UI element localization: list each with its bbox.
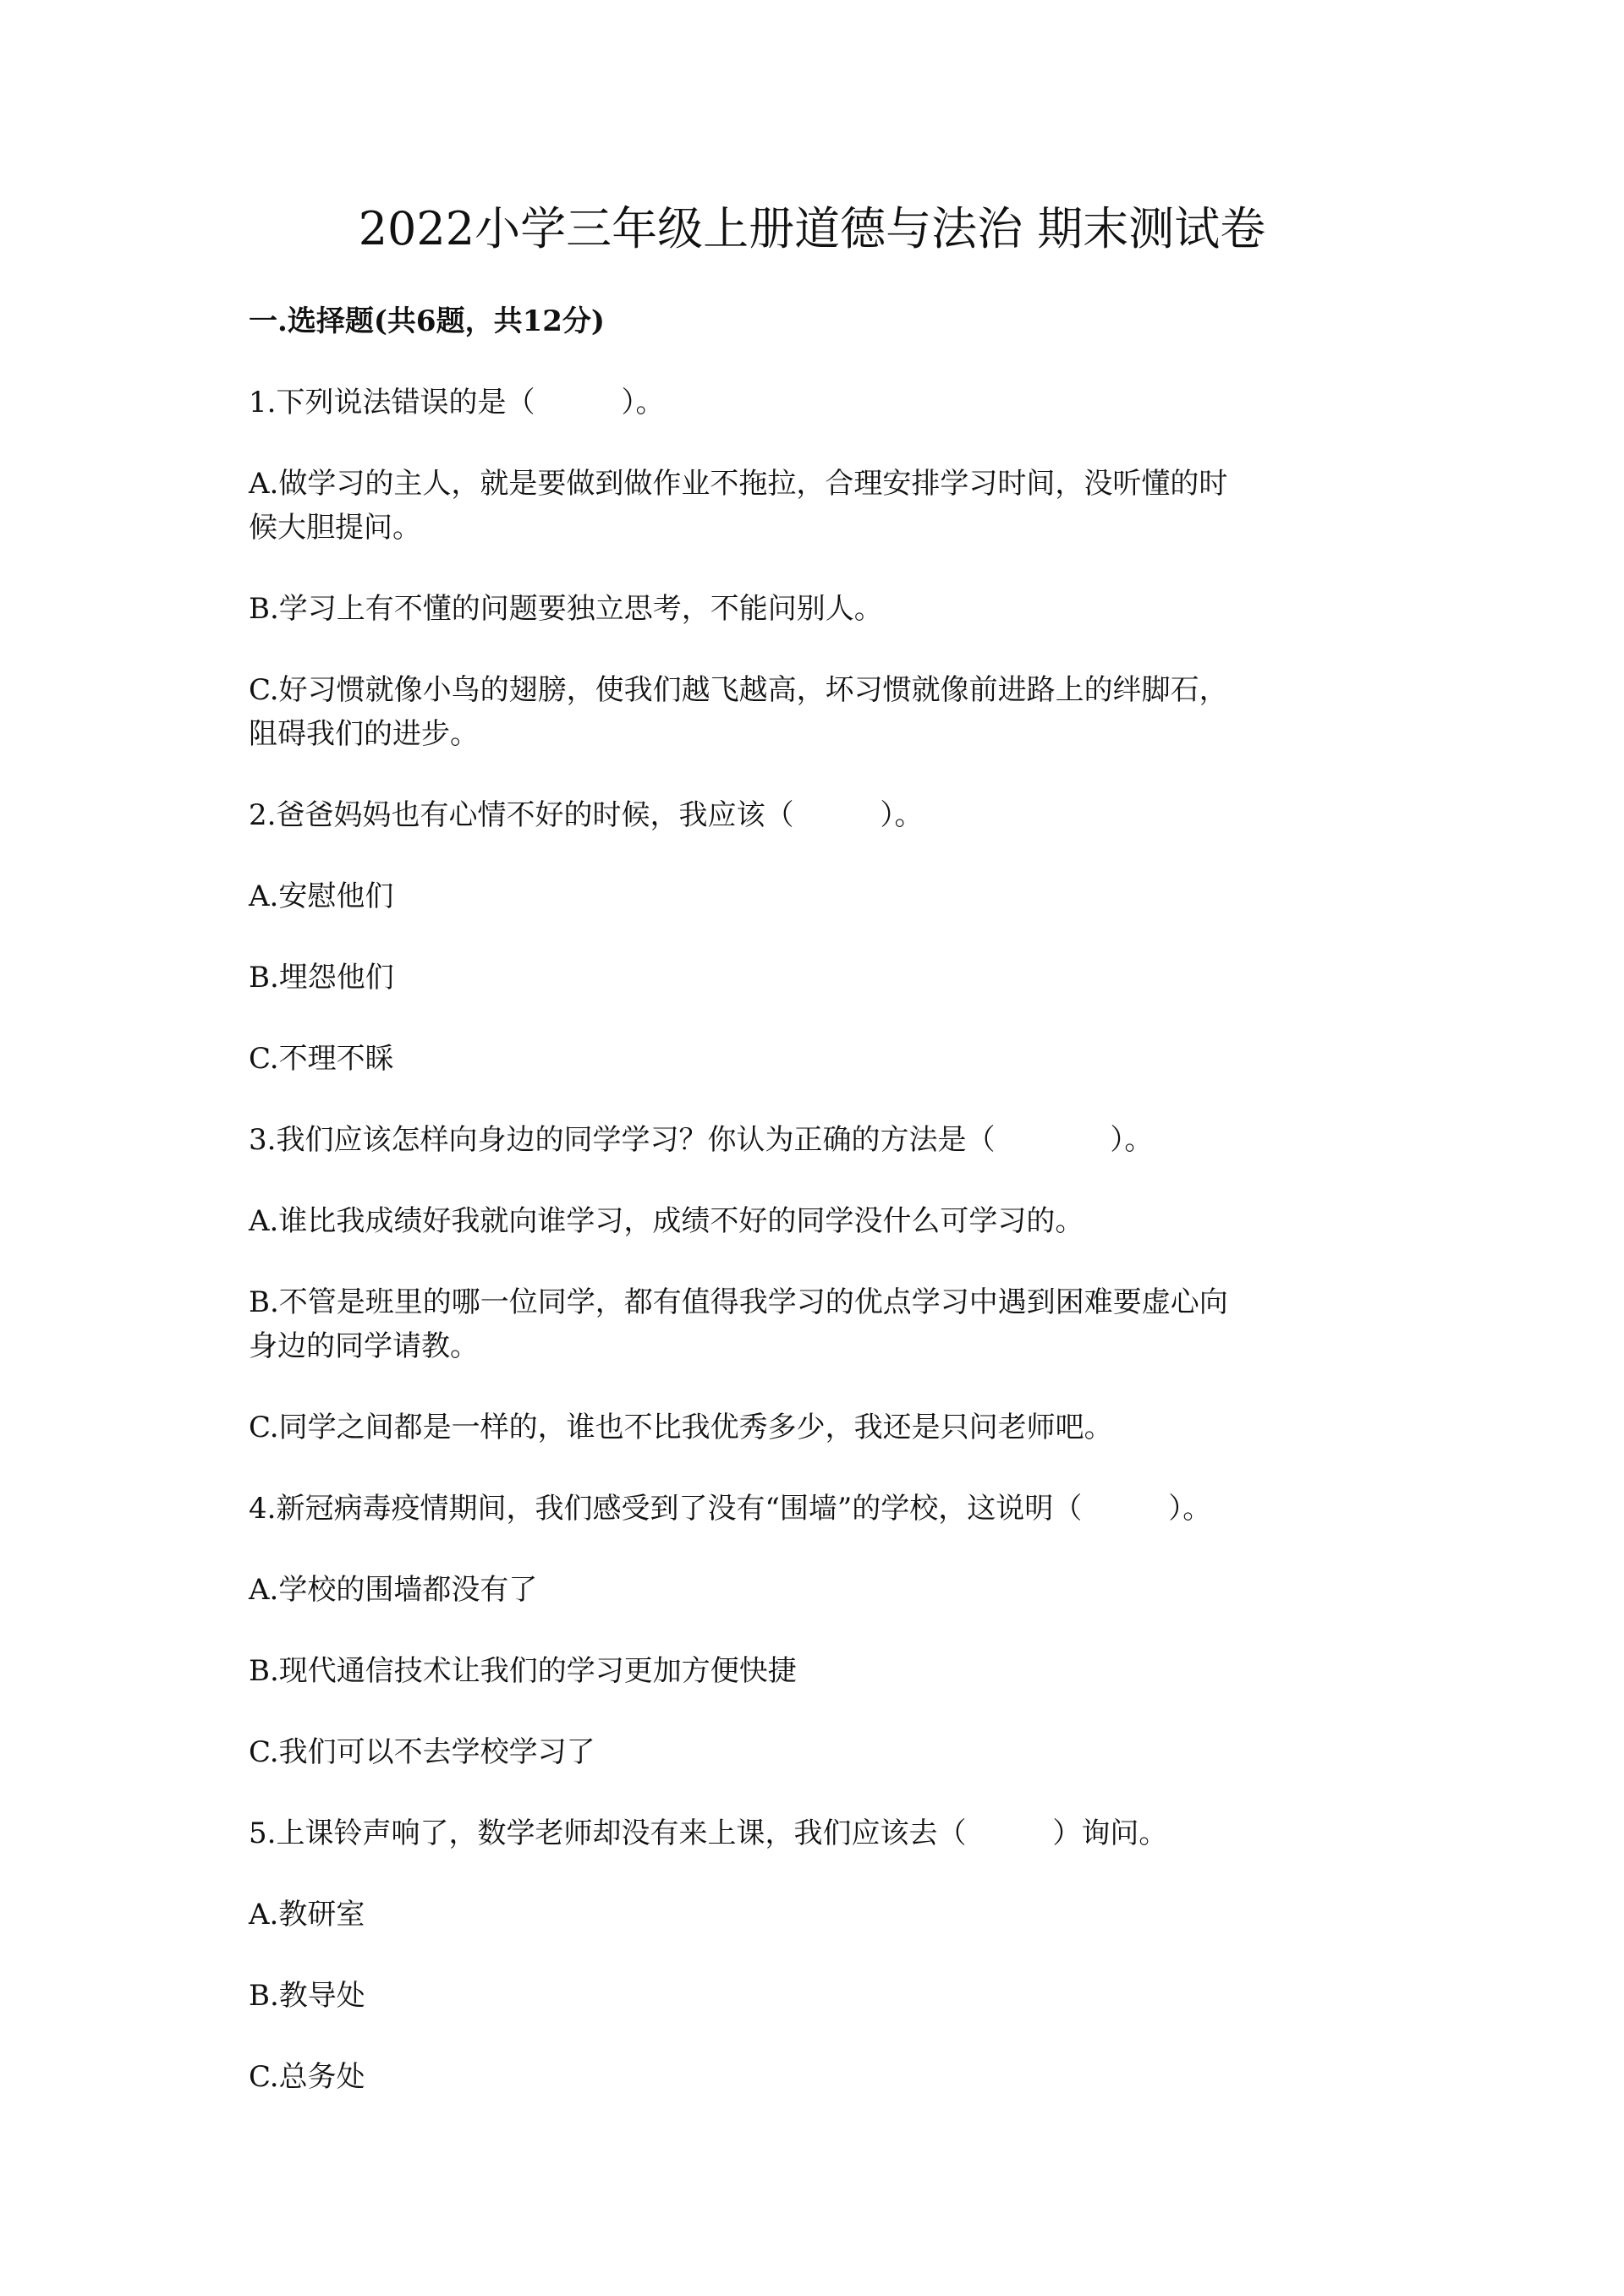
question-1-option-c-line-1: C.好习惯就像小鸟的翅膀，使我们越飞越高，坏习惯就像前进路上的绊脚石， <box>249 673 1228 707</box>
question-5-option-b: B.教导处 <box>249 1979 365 2013</box>
question-1-option-a-line-2: 候大胆提问。 <box>249 511 421 545</box>
question-2-option-b: B.埋怨他们 <box>249 961 394 995</box>
question-2-stem: 2.爸爸妈妈也有心情不好的时候，我应该（ ）。 <box>249 798 924 832</box>
question-4-option-b: B.现代通信技术让我们的学习更加方便快捷 <box>249 1654 797 1688</box>
section-heading-multiple-choice: 一.选择题(共6题，共12分) <box>249 304 605 338</box>
question-3-option-b-line-1: B.不管是班里的哪一位同学，都有值得我学习的优点学习中遇到困难要虚心向 <box>249 1285 1228 1319</box>
question-5-option-a: A.教研室 <box>249 1898 365 1932</box>
question-2-option-a: A.安慰他们 <box>249 879 394 913</box>
question-3-option-c: C.同学之间都是一样的，谁也不比我优秀多少，我还是只问老师吧。 <box>249 1411 1113 1444</box>
exam-title: 2022小学三年级上册道德与法治 期末测试卷 <box>358 202 1266 255</box>
question-1-stem: 1.下列说法错误的是（ ）。 <box>249 386 665 419</box>
question-3-option-b-line-2: 身边的同学请教。 <box>249 1329 479 1363</box>
question-4-stem: 4.新冠病毒疫情期间，我们感受到了没有“围墙”的学校，这说明（ ）。 <box>249 1492 1212 1526</box>
question-3-option-a: A.谁比我成绩好我就向谁学习，成绩不好的同学没什么可学习的。 <box>249 1204 1084 1238</box>
question-3-stem: 3.我们应该怎样向身边的同学学习？你认为正确的方法是（ ）。 <box>249 1123 1154 1157</box>
question-1-option-a-line-1: A.做学习的主人，就是要做到做作业不拖拉，合理安排学习时间，没听懂的时 <box>249 467 1228 501</box>
question-4-option-c: C.我们可以不去学校学习了 <box>249 1735 595 1769</box>
question-1-option-b: B.学习上有不懂的问题要独立思考，不能问别人。 <box>249 592 883 626</box>
question-2-option-c: C.不理不睬 <box>249 1042 394 1076</box>
question-4-option-a: A.学校的围墙都没有了 <box>249 1573 538 1607</box>
question-5-option-c: C.总务处 <box>249 2060 365 2094</box>
question-5-stem: 5.上课铃声响了，数学老师却没有来上课，我们应该去（ ）询问。 <box>249 1817 1168 1850</box>
question-1-option-c-line-2: 阻碍我们的进步。 <box>249 717 479 751</box>
